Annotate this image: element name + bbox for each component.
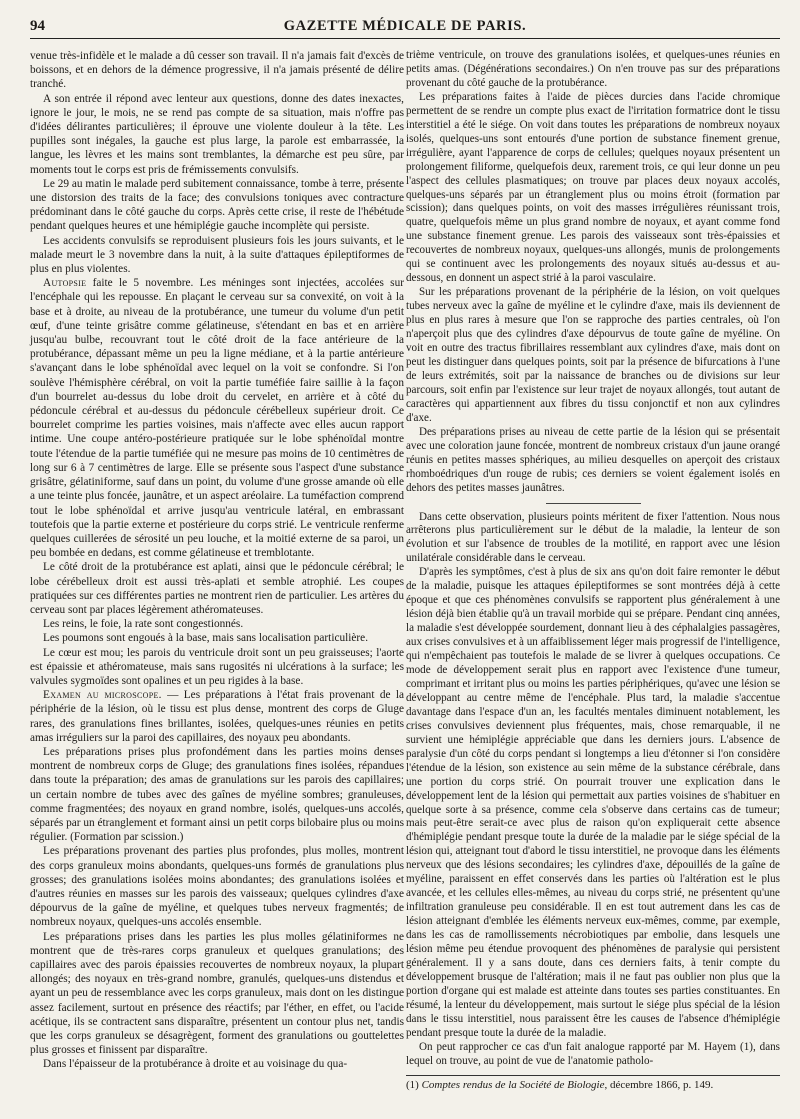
section-separator	[546, 503, 641, 504]
paragraph: trième ventricule, on trouve des granulations isolées, et quelques-unes réunies en petits amas. (Dégénérations secondaires.) On n'en trouve pas sur des préparations provenant du côté gauche de la protubérance.	[406, 49, 780, 89]
paragraph: Dans cette observation, plusieurs points méritent de fixer l'attention. Nous nous arrêterons plus particulièrement sur le début de la maladie, la lenteur de son évolution et sur l'absence de troubles de la motilité, en rapport avec une lésion unilatérale considérable dans le cerveau.	[406, 510, 780, 565]
section-label-microscope: Examen au microscope.	[43, 689, 162, 702]
paragraph: Le 29 au matin le malade perd subitement connaissance, tombe à terre, présente une distorsion des traits de la face; des convulsions toniques avec contracture prédominant dans le côté gauche du corps. Après cette crise, il reste de l'hébétude pendant quelques heures et une hémiplégie gauche incomplète qui persiste.	[30, 177, 404, 233]
paragraph: Le côté droit de la protubérance est aplati, ainsi que le pédoncule cérébral; le lobe cérébelleux droit est aussi très-aplati et semble atrophié. Les coupes pratiquées sur ces différentes parties ne montrent rien de particulier. Les artères du cerveau sont par places légèrement athéromateuses.	[30, 561, 404, 616]
paragraph: Dans l'épaisseur de la protubérance à droite et au voisinage du qua-	[43, 1058, 348, 1071]
paragraph: venue très-infidèle et le malade a dû cesser son travail. Il n'a jamais fait d'excès de boissons, et en dehors de la démence progressive, il n'a jamais présenté de délire tranché.	[30, 50, 404, 91]
page-header	[30, 18, 780, 39]
footnote-title: Comptes rendus de la Société de Biologie	[421, 1078, 605, 1091]
paragraph: A son entrée il répond avec lenteur aux questions, donne des dates inexactes, ignore le jour, le mois, ne se rend pas compte de sa situation, mais n'offre pas d'idées délirantes particulières; il éprouve une violente douleur à la tête. Les pupilles sont inégales, la gauche est plus large, la parole est embarrassée, la langue, les lèvres et les mains sont tremblantes, la démarche est peu sûre, par moments tout le corps est pris de frémissements convulsifs.	[30, 92, 404, 176]
paragraph-microscope	[30, 688, 404, 745]
right-column	[406, 49, 780, 1093]
paragraph: Les préparations prises dans les parties les plus molles gélatiniformes ne montrent que de très-rares corps granuleux et quelques granulations; des capillaires avec des parois épaissies recouvertes de nombreux noyaux, la plupart allongés; des noyaux en très-grand nombre, granulés, quelques-uns distendus et ayant un peu de ressemblance avec les corps granuleux, mais dont on les distingue assez facilement, surtout en présence des réactifs; par l'éther, en effet, ou l'acide acétique, ils se contractent sans disparaître, présentent un contour plus net, tandis que les corps granuleux se désagrègent, forment des granulations ou gouttelettes plus grosses et finissent par disparaître.	[30, 930, 404, 1057]
page-number: 94	[30, 18, 45, 34]
paragraph-autopsie	[30, 276, 404, 560]
paragraph: Les préparations faites à l'aide de pièces durcies dans l'acide chromique permettent de se rendre un compte plus exact de l'irritation formatrice dont le tissu interstitiel a été le siége. On voit dans toutes les préparations de nombreux noyaux isolés, quelques-uns sont entourés d'une portion de substance finement grenue, irrégulière, ayant l'apparence de corps de cellules; quelques noyaux présentent un prolongement filiforme, quelquefois deux, rarement trois, ce qui leur donne un peu l'aspect des cellules plasmatiques; on trouve par places deux noyaux accolés, quelques-uns séparés par un étranglement plus ou moins étroit (formation par scission); dans quelques points, on voit des masses irrégulières réunissant trois, quatre, quelquefois même un plus grand nombre de noyaux, et ayant comme fond une substance finement grenue. Les parois des vaisseaux sont très-épaissies et recouvertes de nombreux noyaux, quelques-uns allongés, munis de prolongements qui se continuent avec les prolongements des noyaux situés au-dessus et au-dessous, en donnent un aspect strié à la paroi vasculaire.	[406, 90, 780, 285]
paragraph: Des préparations prises au niveau de cette partie de la lésion qui se présentait avec une coloration jaune foncée, montrent de nombreux cristaux d'un jaune orangé réunis en petites masses sphériques, au milieu desquelles on aperçoit des cristaux rhomboédriques d'un rouge de rubis; ces derniers se voient également isolés en dehors des petites masses jaunâtres.	[406, 425, 780, 494]
footnote	[406, 1079, 780, 1093]
section-label-autopsie: Autopsie	[43, 277, 87, 290]
paragraph: Les accidents convulsifs se reproduisent plusieurs fois les jours suivants, et le malade meurt le 3 novembre dans la nuit, à la suite d'attaques épileptiformes de plus en plus violentes.	[30, 234, 404, 276]
paragraph-text: — Les préparations à l'état frais provenant de la périphérie de la lésion, où le tissu est plus dense, montrent des corps de Gluge rares, des granulations fines brillantes, isolées, quelques-unes réunies en petits amas irréguliers sur la paroi des capillaires, des noyaux peu abondants.	[30, 689, 404, 744]
paragraph: Le cœur est mou; les parois du ventricule droit sont un peu graisseuses; l'aorte est épaissie et athéromateuse, mais sans rugosités ni ulcérations à la surface; les valvules sygmoïdes sont opalines et un peu rigides à la base.	[30, 646, 404, 687]
paragraph: Les préparations provenant des parties plus profondes, plus molles, montrent des corps granuleux moins abondants, quelques-uns formés de granulations plus grosses; des granulations isolées moins abondantes; des granulations isolées et d'autres réunies en masses sur les parois des vaisseaux; quelques cylindres d'axe dépourvus de la gaîne de myéline, et quelques tubes nerveux fragmentés; de nombreux noyaux, quelques-uns accolés ensemble.	[30, 845, 404, 929]
paragraph: Sur les préparations provenant de la périphérie de la lésion, on voit quelques tubes nerveux avec la gaîne de myéline et le cylindre d'axe, mais ils deviennent de plus en plus rares à mesure que l'on se rapproche des parties centrales, où l'on n'aperçoit plus que des cylindres d'axe dépourvus de toute gaîne de myéline. On voit en outre des tractus fibrillaires ressemblant aux cylindres d'axe, mais dont on peut les distinguer dans quelques points, soit par la présence de bifurcations à l'une de leurs extrémités, soit par la naissance de branches ou de divisions sur leur parcours, soit enfin par l'existence sur leur trajet de noyaux allongés, tout autant de caractères qui appartiennent aux fibres du tissu conjonctif et non aux cylindres d'axe.	[406, 286, 780, 424]
paragraph: Les préparations prises plus profondément dans les parties moins denses montrent de nombreux corps de Gluge; des granulations fines isolées, répandues dans toute la préparation; des amas de granulations sur les parois des capillaires; un certain nombre de tubes avec des gaînes de myéline sombres; granuleuses, comme fragmentées; des noyaux en grand nombre, isolés, quelques-uns accolés, séparés par un étranglement et formant ainsi un petit corps bilobaire plus ou moins régulier. (Formation par scission.)	[30, 745, 404, 844]
paragraph: On peut rapprocher ce cas d'un fait analogue rapporté par M. Hayem (1), dans lequel on trouve, au point de vue de l'anatomie patholo-	[406, 1040, 780, 1067]
paragraph-text: faite le 5 novembre. Les méninges sont injectées, accolées sur l'encéphale qui les repousse. En plaçant le cerveau sur sa convexité, on voit à la base et à droite, au niveau de la protubérance, une tumeur du volume d'un petit œuf, d'une teinte grisâtre comme gélatineuse, s'étendant en bas et en arrière jusqu'au bulbe, recouvrant tout le côté droit de la face antérieure de la protubérance, dépassant même un peu la ligne médiane, et à la partie antérieure s'avançant dans le lobe sphénoïdal avec lequel on la voit se confondre. Si l'on soulève l'hémisphère cérébral, on voit la partie tuméfiée faire saillie à la façon d'un bourrelet au-dessus du lobe droit du cervelet, en arrière et à côté du pédoncule cérébral et au-dessus du pédoncule cérébelleux supérieur droit. Ce bourrelet comprime les parties voisines, mais n'affecte avec elles aucun rapport intime. Une coupe antéro-postérieure pratiquée sur le lobe sphénoïdal montre toute l'étendue de la partie tuméfiée qui ne mesure pas moins de 10 centimètres de long sur 6 à 7 centimètres de large. Elle se présente sous l'aspect d'une substance grisâtre, gélatiniforme, sauf dans un point, du volume d'une grosse amande où elle a une teinte plus foncée, jaunâtre, et un aspect aréolaire. La tuméfaction comprend tout le lobe sphénoïdal et arrive jusqu'au ventricule latéral, en embrassant toutefois que la partie externe et postérieure du corps strié. Le ventricule renferme quelques cuillerées de sérosité un peu louche, et la moitié externe de sa paroi, un peu bombée en dedans, est comme gélatineuse et tremblotante.	[30, 277, 404, 560]
paragraph: D'après les symptômes, c'est à plus de six ans qu'on doit faire remonter le début de la maladie, puisque les attaques épileptiformes se sont montrées déjà à cette époque et que ces phénomènes convulsifs se rapportent plus généralement à une lésion déjà bien établie qu'à un travail morbide qui se prépare. Pendant cinq années, la maladie s'est développée sourdement, donnant lieu à des céphalalgies passagères, aux crises convulsives et à un affaiblissement léger mais progressif de l'intelligence, qui n'empêchaient pas toutefois le malade de se livrer à quelques occupations. Ce mode de développement serait plus en rapport avec l'existence d'une tumeur, comprimant et irritant plus ou moins les parties périphériques, qu'avec une lésion se développant au centre même de l'encéphale. Plus tard, la maladie s'accentue davantage dans l'espace d'un an, les facultés mentales diminuent notablement, les crises convulsives deviennent plus fréquentes, mais, chose remarquable, il ne survient une hémiplégie appréciable que dans les derniers jours. L'absence de paralysie d'un côté du corps pendant si longtemps a lieu d'étonner si l'on considère l'étendue de la lésion, son existence au sein même de la substance cérébrale, dans une portion du corps strié. On pourrait trouver une explication dans le développement lent de la lésion qui permettait aux parties voisines de s'habituer en quelque sorte à sa présence, comme cela s'observe dans certains cas de tumeur; mais peut-être serait-ce avec plus de raison qu'on expliquerait cette absence d'hémiplégie pendant presque toute la durée de la maladie par le siége spécial de la lésion qui, atteignant tout d'abord le tissu interstitiel, ne provoque dans les éléments nerveux que des lésions secondaires; les cylindres d'axe, dépouillés de la gaîne de myéline, paraissent en effet conservés dans les parties où l'altération est le plus avancée, et les cellules elles-mêmes, au niveau du corps strié, ne présentent qu'une infiltration granuleuse peu considérable. Il en est tout autrement dans les cas de lésion atteignant d'emblée les éléments nerveux eux-mêmes, comme, par exemple, dans les cas de ramollissements nécrobiotiques par embolie, dans lesquels une lésion même peu étendue provoquent des phénomènes de paralysie qui persistent généralement. Il y a sans doute, dans ces derniers faits, à tenir compte du développement brusque de l'altération; mais il ne faut pas oublier non plus que la portion d'organe qui est malade est atteinte dans toutes ses parties constituantes. En résumé, la lenteur du développement, mais surtout le siége plus spécial de la lésion dans le tissu interstitiel, nous paraissent être les causes de l'absence d'hémiplégie pendant presque toute la durée de la maladie.	[406, 566, 780, 1039]
footnote-rule	[406, 1075, 780, 1076]
paragraph: Les poumons sont engoués à la base, mais sans localisation particulière.	[43, 632, 369, 645]
journal-title: GAZETTE MÉDICALE DE PARIS.	[283, 18, 527, 34]
footnote-mark: (1)	[406, 1078, 419, 1091]
paragraph: Les reins, le foie, la rate sont congestionnés.	[43, 618, 244, 631]
footnote-text: , décembre 1866, p. 149.	[604, 1078, 714, 1091]
left-column	[30, 49, 404, 1072]
